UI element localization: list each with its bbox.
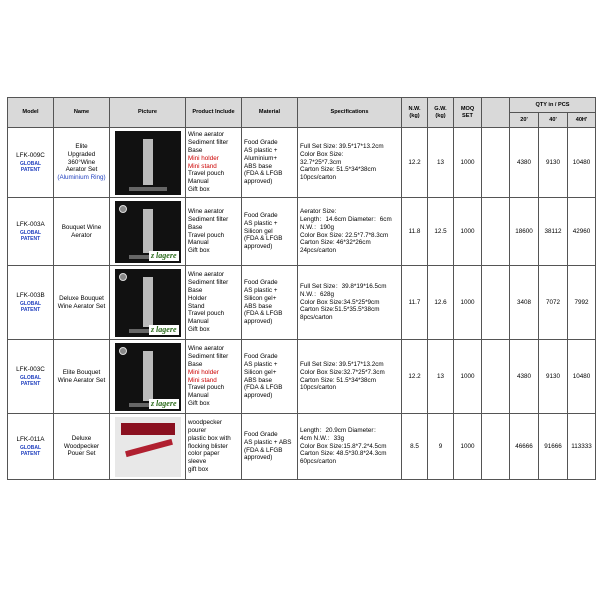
material-cell bbox=[242, 340, 298, 414]
text-line: Food Grade bbox=[244, 430, 278, 438]
name-extra: (Aluminium Ring) bbox=[57, 174, 106, 182]
text-line: Sediment filter bbox=[188, 215, 229, 223]
gw-cell: 9 bbox=[428, 414, 454, 480]
specifications-cell bbox=[298, 414, 402, 480]
text-line: Color Box Size:34.5*25*9cm bbox=[300, 298, 380, 306]
text-line: Stand bbox=[188, 302, 205, 310]
text-line: (FDA & LFGB bbox=[244, 235, 283, 243]
header-40h: 40H' bbox=[568, 113, 596, 128]
table-row bbox=[8, 128, 596, 198]
picture-cell bbox=[110, 198, 186, 266]
badge-icon bbox=[119, 273, 127, 281]
model-code: LFK-003B bbox=[16, 291, 45, 299]
product-include-cell bbox=[186, 198, 242, 266]
text-line: Wine Aerator Set bbox=[57, 302, 106, 310]
nw-cell: 12.2 bbox=[402, 340, 428, 414]
text-line: Manual bbox=[188, 239, 209, 247]
material-cell bbox=[242, 128, 298, 198]
aerator-shape bbox=[143, 209, 153, 253]
aerator-shape bbox=[143, 139, 153, 185]
qty-20ft-cell: 46666 bbox=[510, 414, 539, 480]
gw-cell: 12.5 bbox=[428, 198, 454, 266]
text-line: 10pcs/carton bbox=[300, 174, 337, 182]
gw-cell: 12.6 bbox=[428, 266, 454, 340]
model-cell bbox=[8, 198, 54, 266]
qty-40h-cell: 10480 bbox=[568, 340, 596, 414]
specifications-cell bbox=[298, 198, 402, 266]
header-nw: N.W. (kg) bbox=[402, 98, 428, 128]
text-line: Full Set Size：39.8*19*16.5cm bbox=[300, 282, 387, 290]
text-line: Travel pouch bbox=[188, 310, 225, 318]
text-line: Base bbox=[188, 223, 203, 231]
nw-cell: 8.5 bbox=[402, 414, 428, 480]
badge-icon bbox=[119, 347, 127, 355]
header-specifications: Specifications bbox=[298, 98, 402, 128]
text-line: Woodpecker bbox=[63, 442, 100, 450]
model-code: LFK-003C bbox=[16, 365, 45, 373]
qty-20ft-cell: 4380 bbox=[510, 340, 539, 414]
table-row bbox=[8, 340, 596, 414]
text-line: approved) bbox=[244, 392, 273, 400]
badge-icon bbox=[119, 205, 127, 213]
text-line: AS plastic + bbox=[244, 286, 278, 294]
text-line: Deluxe bbox=[71, 434, 92, 442]
text-line: 24pcs/carton bbox=[300, 247, 337, 255]
patent-label: GLOBAL PATENT bbox=[19, 374, 42, 387]
text-line: Travel pouch bbox=[188, 384, 225, 392]
text-line: gift box bbox=[188, 466, 209, 474]
base-shape bbox=[129, 187, 167, 191]
text-line: 4cm N.W.：33g bbox=[300, 434, 345, 442]
text-line: AS plastic + bbox=[244, 360, 278, 368]
product-photo bbox=[115, 269, 181, 337]
product-include-cell bbox=[186, 266, 242, 340]
model-cell bbox=[8, 266, 54, 340]
picture-cell bbox=[110, 266, 186, 340]
header-row bbox=[8, 98, 596, 113]
product-photo bbox=[115, 417, 181, 477]
nw-cell: 12.2 bbox=[402, 128, 428, 198]
aerator-shape bbox=[143, 277, 153, 327]
picture-cell bbox=[110, 340, 186, 414]
text-line: Silicon gel+ bbox=[244, 294, 277, 302]
name-cell bbox=[54, 128, 110, 198]
qty-40h-cell: 113333 bbox=[568, 414, 596, 480]
qty-40ft-cell: 9130 bbox=[539, 340, 568, 414]
text-line: Mini stand bbox=[188, 162, 217, 170]
text-line: Base bbox=[188, 286, 203, 294]
product-table bbox=[7, 97, 596, 480]
text-line: Food Grade bbox=[244, 278, 278, 286]
patent-label: GLOBAL PATENT bbox=[19, 160, 42, 173]
header-picture: Picture bbox=[110, 98, 186, 128]
aerator-shape bbox=[121, 423, 175, 435]
text-line: 60pcs/carton bbox=[300, 458, 337, 466]
text-line: Wine aerator bbox=[188, 271, 225, 279]
material-cell bbox=[242, 414, 298, 480]
header-20ft: 20' bbox=[510, 113, 539, 128]
text-line: Aerator Set bbox=[65, 166, 98, 174]
text-line: Mini holder bbox=[188, 154, 219, 162]
text-line: Carton Size:51.5*35.5*38cm bbox=[300, 306, 380, 314]
patent-label: GLOBAL PATENT bbox=[19, 444, 42, 457]
text-line: plastic box with bbox=[188, 434, 231, 442]
aerator-shape bbox=[143, 351, 153, 401]
specifications-cell bbox=[298, 340, 402, 414]
name-cell bbox=[54, 340, 110, 414]
model-code: LFK-009C bbox=[16, 151, 45, 159]
moq-cell: 1000 bbox=[454, 414, 482, 480]
text-line: Base bbox=[188, 146, 203, 154]
name-cell bbox=[54, 198, 110, 266]
text-line: Gift box bbox=[188, 247, 210, 255]
text-line: Length：20.9cm Diameter： bbox=[300, 426, 380, 434]
text-line: Elite Bouquet bbox=[62, 368, 101, 376]
blank-cell bbox=[482, 414, 510, 480]
table-row bbox=[8, 266, 596, 340]
text-line: N.W.：190g bbox=[300, 223, 334, 231]
gw-cell: 13 bbox=[428, 128, 454, 198]
text-line: Pouer Set bbox=[67, 450, 96, 458]
text-line: approved) bbox=[244, 454, 273, 462]
text-line: Manual bbox=[188, 318, 209, 326]
model-cell bbox=[8, 340, 54, 414]
qty-40ft-cell: 91666 bbox=[539, 414, 568, 480]
header-name: Name bbox=[54, 98, 110, 128]
pourer-shape bbox=[125, 438, 173, 456]
text-line: Sediment filter bbox=[188, 278, 229, 286]
material-cell bbox=[242, 266, 298, 340]
text-line: Elite bbox=[75, 142, 88, 150]
text-line: Food Grade bbox=[244, 352, 278, 360]
model-code: LFK-011A bbox=[16, 435, 45, 443]
header-qty: QTY in / PCS bbox=[510, 98, 596, 113]
model-code: LFK-003A bbox=[16, 220, 45, 228]
text-line: Full Set Size: 39.5*17*13.2cm bbox=[300, 142, 384, 150]
blank-cell bbox=[482, 340, 510, 414]
text-line: Silicon gel bbox=[244, 227, 273, 235]
text-line: Carton Size: 51.5*34*38cm bbox=[300, 376, 376, 384]
table-row bbox=[8, 414, 596, 480]
qty-20ft-cell: 3408 bbox=[510, 266, 539, 340]
text-line: Silicon gel+ bbox=[244, 368, 277, 376]
text-line: Aluminium+ bbox=[244, 154, 278, 162]
product-photo bbox=[115, 343, 181, 411]
qty-40ft-cell: 9130 bbox=[539, 128, 568, 198]
specifications-cell bbox=[298, 266, 402, 340]
text-line: ABS base bbox=[244, 162, 273, 170]
text-line: Bouquet Wine bbox=[61, 223, 102, 231]
text-line: pourer bbox=[188, 426, 207, 434]
header-gw: G.W. (kg) bbox=[428, 98, 454, 128]
material-cell bbox=[242, 198, 298, 266]
blank-cell bbox=[482, 266, 510, 340]
brand-logo: z lagere bbox=[150, 324, 177, 334]
text-line: Wine aerator bbox=[188, 207, 225, 215]
header-product-include: Product Include bbox=[186, 98, 242, 128]
text-line: (FDA & LFGB bbox=[244, 384, 283, 392]
product-include-cell bbox=[186, 340, 242, 414]
model-cell bbox=[8, 414, 54, 480]
text-line: Color Box Size: bbox=[300, 150, 344, 158]
text-line: AS plastic + bbox=[244, 219, 278, 227]
text-line: Aerator bbox=[71, 231, 92, 239]
qty-40h-cell: 10480 bbox=[568, 128, 596, 198]
header-40ft: 40' bbox=[539, 113, 568, 128]
text-line: Sediment filter bbox=[188, 138, 229, 146]
text-line: Travel pouch bbox=[188, 231, 225, 239]
table-row bbox=[8, 198, 596, 266]
nw-cell: 11.8 bbox=[402, 198, 428, 266]
text-line: Color Box Size: 22.5*7.7*8.3cm bbox=[300, 231, 389, 239]
moq-cell: 1000 bbox=[454, 128, 482, 198]
gw-cell: 13 bbox=[428, 340, 454, 414]
text-line: Wine Aerator Set bbox=[57, 376, 106, 384]
picture-cell bbox=[110, 128, 186, 198]
nw-cell: 11.7 bbox=[402, 266, 428, 340]
text-line: Manual bbox=[188, 178, 209, 186]
text-line: Aerator Size: bbox=[300, 207, 337, 215]
text-line: (FDA & LFGB bbox=[244, 170, 283, 178]
text-line: approved) bbox=[244, 318, 273, 326]
text-line: Upgraded bbox=[67, 150, 96, 158]
header-material: Material bbox=[242, 98, 298, 128]
text-line: approved) bbox=[244, 178, 273, 186]
text-line: woodpecker bbox=[188, 418, 222, 426]
header-model: Model bbox=[8, 98, 54, 128]
text-line: Holder bbox=[188, 294, 207, 302]
product-photo bbox=[115, 201, 181, 263]
text-line: Wine aerator bbox=[188, 345, 225, 353]
picture-cell bbox=[110, 414, 186, 480]
text-line: Gift box bbox=[188, 400, 210, 408]
product-include-cell bbox=[186, 414, 242, 480]
text-line: ABS base bbox=[244, 302, 273, 310]
text-line: Length：14.6cm Diameter：6cm bbox=[300, 215, 392, 223]
blank-cell bbox=[482, 198, 510, 266]
text-line: color paper sleeve bbox=[188, 450, 220, 466]
text-line: approved) bbox=[244, 243, 273, 251]
text-line: N.W.：628g bbox=[300, 290, 334, 298]
text-line: flocking blister bbox=[188, 442, 228, 450]
text-line: 8pcs/carton bbox=[300, 314, 333, 322]
moq-cell: 1000 bbox=[454, 198, 482, 266]
qty-20ft-cell: 18600 bbox=[510, 198, 539, 266]
text-line: AS plastic + bbox=[244, 146, 278, 154]
qty-40ft-cell: 7072 bbox=[539, 266, 568, 340]
text-line: Mini stand bbox=[188, 376, 217, 384]
text-line: Base bbox=[188, 360, 203, 368]
qty-40h-cell: 42960 bbox=[568, 198, 596, 266]
product-photo bbox=[115, 131, 181, 195]
text-line: Sediment filter bbox=[188, 352, 229, 360]
text-line: (FDA & LFGB bbox=[244, 310, 283, 318]
text-line: Mini holder bbox=[188, 368, 219, 376]
patent-label: GLOBAL PATENT bbox=[19, 300, 42, 313]
header-blank bbox=[482, 98, 510, 128]
moq-cell: 1000 bbox=[454, 266, 482, 340]
qty-40ft-cell: 38112 bbox=[539, 198, 568, 266]
text-line: 32.7*25*7.3cm bbox=[300, 158, 342, 166]
text-line: Food Grade bbox=[244, 138, 278, 146]
text-line: Carton Size: 46*32*26cm bbox=[300, 239, 371, 247]
name-cell bbox=[54, 266, 110, 340]
text-line: Gift box bbox=[188, 186, 210, 194]
text-line: Travel pouch bbox=[188, 170, 225, 178]
text-line: ABS base bbox=[244, 376, 273, 384]
patent-label: GLOBAL PATENT bbox=[19, 229, 42, 242]
text-line: Carton Size: 48.5*30.8*24.3cm bbox=[300, 450, 387, 458]
blank-cell bbox=[482, 128, 510, 198]
text-line: 10pcs/carton bbox=[300, 384, 337, 392]
text-line: Color Box Size:15.8*7.2*4.5cm bbox=[300, 442, 387, 450]
qty-40h-cell: 7992 bbox=[568, 266, 596, 340]
text-line: Gift box bbox=[188, 326, 210, 334]
text-line: 360°Wine bbox=[67, 158, 96, 166]
text-line: Food Grade bbox=[244, 211, 278, 219]
text-line: Color Box Size:32.7*25*7.3cm bbox=[300, 368, 385, 376]
specifications-cell bbox=[298, 128, 402, 198]
text-line: Full Set Size: 39.5*17*13.2cm bbox=[300, 360, 384, 368]
text-line: Deluxe Bouquet bbox=[59, 294, 104, 302]
text-line: AS plastic + ABS bbox=[244, 438, 292, 446]
brand-logo: z lagere bbox=[150, 250, 177, 260]
qty-20ft-cell: 4380 bbox=[510, 128, 539, 198]
name-cell bbox=[54, 414, 110, 480]
moq-cell: 1000 bbox=[454, 340, 482, 414]
text-line: Wine aerator bbox=[188, 131, 225, 139]
header-moq: MOQ SET bbox=[454, 98, 482, 128]
text-line: Carton Size: 51.5*34*38cm bbox=[300, 166, 376, 174]
model-cell bbox=[8, 128, 54, 198]
brand-logo: z lagere bbox=[150, 398, 177, 408]
text-line: (FDA & LFGB bbox=[244, 446, 283, 454]
product-include-cell bbox=[186, 128, 242, 198]
text-line: Manual bbox=[188, 392, 209, 400]
